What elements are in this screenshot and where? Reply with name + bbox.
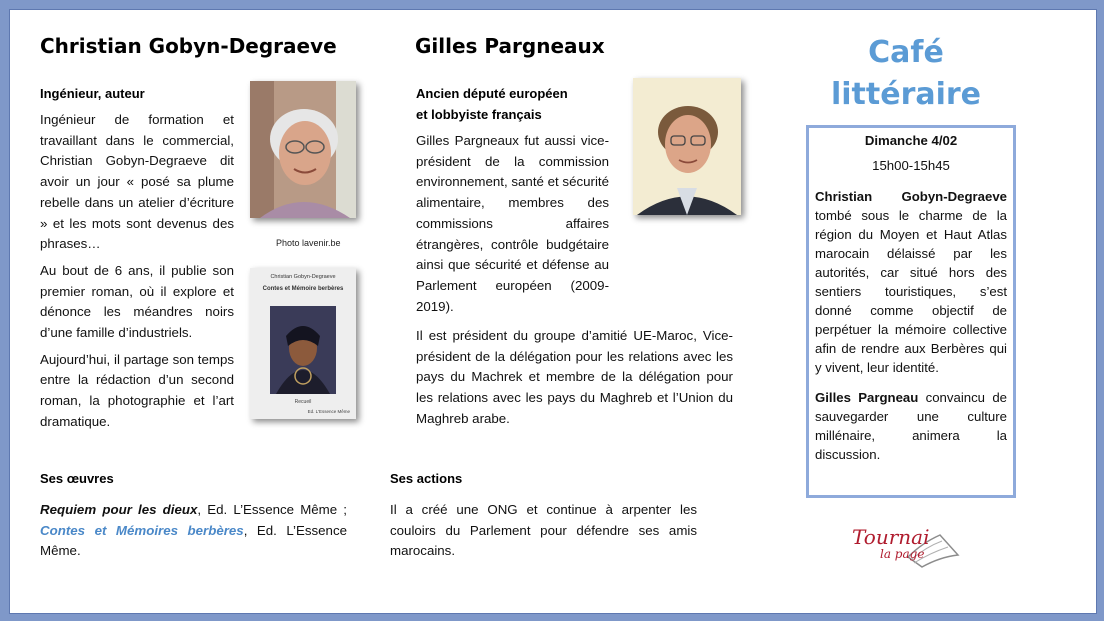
christian-photo [250,81,356,218]
author-name-christian: Christian Gobyn-Degraeve [40,34,337,58]
gilles-bio-para-1: Gilles Pargneaux fut aussi vice-président de la commission environnement, santé et sécurité alimentaire, membres des commissions affaires étrangères, contrôle budgétaire ainsi que sécurité et défense au Parlement européen (2009-2019). [416,133,609,314]
work-1-rest: , Ed. L’Essence Même ; [197,502,347,517]
actions-body [390,500,697,562]
tournai-la-page-logo [850,517,962,575]
event-desc-gilles-text: convaincu de sauvegarder une culture millénaire, animera la discussion. [815,390,1007,462]
logo-word-la-page: la page [880,547,925,561]
gilles-bio-2 [416,326,733,430]
book-cover [250,268,356,419]
actions-text: Il a créé une ONG et continue à arpenter les couloirs du Parlement pour défendre ses amis marocains. [390,502,697,559]
event-time: 15h00-15h45 [872,158,950,173]
event-desc-gilles [815,388,1007,464]
works-list [40,500,347,562]
logo-word-tournai: Tournai [852,525,930,549]
book-cover-publisher: Ed. L'Essence Même [307,409,350,414]
event-info-box [806,125,1016,498]
gilles-subtitle-line-2: et lobbyiste français [416,107,542,122]
gilles-subtitle-line-1: Ancien député européen [416,86,568,101]
page [9,9,1097,614]
cafe-title-line-1: Café [868,35,944,70]
book-cover-label: Recueil [294,399,312,405]
book-cover-author: Christian Gobyn-Degraeve [270,274,336,280]
event-desc-gilles-name: Gilles Pargneau [815,390,919,405]
gilles-bio-para-2: Il est président du groupe d’amitié UE-Maroc, Vice-président de la délégation pour les relations avec les pays du Machrek et membre de la délégation pour les relations avec les pays du Maghreb et l’Union du Maghreb arabe. [416,328,733,426]
event-desc-christian-text: tombé sous le charme de la région du Moyen et Haut Atlas marocain délaissé par les autorités, car situé hors des sentiers touristiques, s’est donné comme objectif de perpétuer la mémoire collective afin de rendre aux Berbères qui y vivent, leur identité. [815,208,1007,375]
christian-bio-para-2: Au bout de 6 ans, il publie son premier roman, où il explore et dénonce les méandres noirs d’une famille d’industriels. [40,262,234,341]
work-2-title: Contes et Mémoires berbères [40,522,244,538]
work-2-rest: , Ed. L’Essence Même. [40,522,347,559]
christian-bio-para-1: Ingénieur de formation et travaillant dans le commercial, Christian Gobyn-Degraeve dit avoir un jour « posé sa plume rebelle dans un atelier d’écriture » et les mots sont devenus des phrases… [40,112,234,252]
photo-caption: Photo lavenir.be [276,238,341,248]
christian-bio-para-3: Aujourd’hui, il partage son temps entre la rédaction d’un second roman, la photographie et l’art dramatique. [40,351,234,429]
event-date: Dimanche 4/02 [864,133,958,148]
works-heading: Ses œuvres [40,471,114,486]
event-desc-christian-name: Christian Gobyn-Degraeve [815,189,1007,204]
christian-bio [40,110,234,433]
cafe-litteraire-title [806,32,1006,116]
gilles-photo [633,78,741,215]
author-subtitle-gilles [416,83,568,125]
work-1-title: Requiem pour les dieux [40,502,198,517]
works-text [40,500,347,562]
actions-heading: Ses actions [390,471,463,486]
author-subtitle-christian: Ingénieur, auteur [40,86,145,101]
gilles-bio-1 [416,131,609,317]
event-desc-christian [815,187,1007,377]
author-name-gilles: Gilles Pargneaux [415,34,605,58]
book-cover-image [270,306,336,394]
cafe-title-line-2: littéraire [830,77,982,112]
book-cover-title: Contes et Mémoire berbères [262,286,344,292]
